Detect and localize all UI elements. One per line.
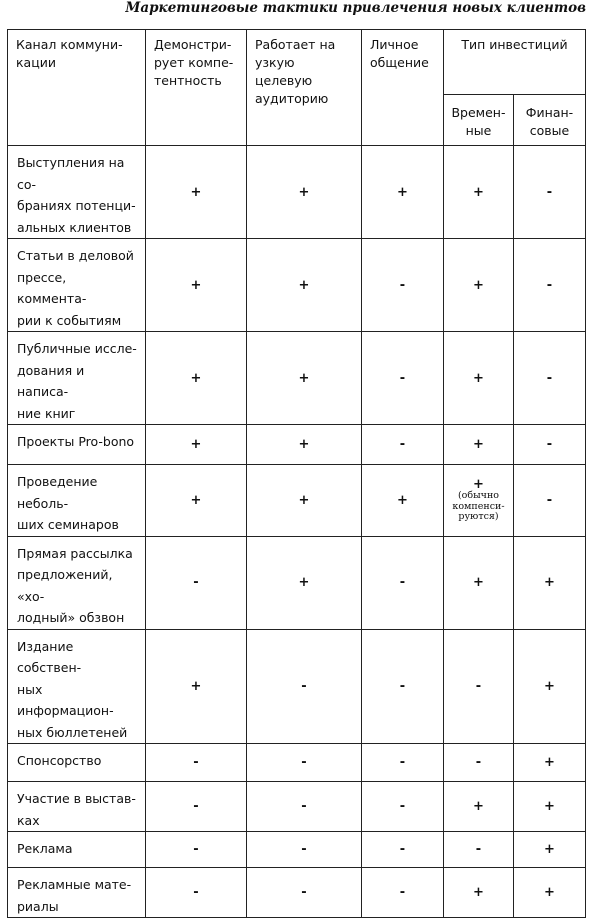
personal-mark-cell: - [362,832,444,868]
time-mark-cell: - [444,744,514,782]
finance-mark-cell: + [514,744,586,782]
channel-cell: Статьи в деловой прессе, коммента- рии к событиям [8,239,146,332]
personal-mark-cell: - [362,425,444,465]
time-mark-cell: + [444,146,514,239]
personal-mark-cell: - [362,239,444,332]
finance-mark-cell: + [514,832,586,868]
finance-mark-cell: + [514,629,586,744]
table-row [8,629,586,744]
personal-mark-cell: - [362,782,444,832]
personal-mark-cell: - [362,868,444,918]
finance-mark-cell: - [514,465,586,537]
channel-cell: Рекламные мате- риалы [8,868,146,918]
time-mark-cell [444,465,514,537]
finance-mark-cell: - [514,425,586,465]
table-row [8,146,586,239]
competence-mark-cell: + [146,425,247,465]
table-row [8,832,586,868]
time-mark-cell: + [444,425,514,465]
competence-mark-cell: + [146,239,247,332]
channel-cell: Выступления на со- браниях потенци- альных клиентов [8,146,146,239]
header-audience: Работает на узкую целевую аудиторию [247,30,362,146]
time-mark-cell: - [444,629,514,744]
header-investment-type: Тип инвестиций [444,30,586,95]
finance-mark-cell: + [514,782,586,832]
table-row [8,332,586,425]
table-row [8,465,586,537]
header-competence: Демонстри- рует компе- тентность [146,30,247,146]
audience-mark-cell: + [247,536,362,629]
audience-mark-cell: + [247,146,362,239]
competence-mark-cell: - [146,782,247,832]
competence-mark-cell: + [146,629,247,744]
table-row [8,744,586,782]
table-row [8,239,586,332]
personal-mark-cell: - [362,332,444,425]
channel-cell: Спонсорство [8,744,146,782]
personal-mark-cell: - [362,744,444,782]
time-mark: + [473,477,484,492]
competence-mark-cell: + [146,332,247,425]
time-mark-cell: + [444,868,514,918]
audience-mark-cell: + [247,465,362,537]
competence-mark-cell: - [146,832,247,868]
time-mark-cell: + [444,782,514,832]
personal-mark-cell: - [362,629,444,744]
audience-mark-cell: - [247,868,362,918]
audience-mark-cell: + [247,239,362,332]
audience-mark-cell: - [247,782,362,832]
table-row [8,536,586,629]
table-caption: Маркетинговые тактики привлечения новых клиентов [125,0,586,16]
channel-cell: Прямая рассылка предложений, «хо- лодный» обзвон [8,536,146,629]
channel-cell: Проведение неболь- ших семинаров [8,465,146,537]
channel-cell: Реклама [8,832,146,868]
table-row [8,425,586,465]
competence-mark-cell: - [146,744,247,782]
competence-mark-cell: - [146,868,247,918]
finance-mark-cell: - [514,146,586,239]
time-note: (обычно компенси- руются) [452,490,505,522]
personal-mark-cell: + [362,465,444,537]
audience-mark-cell: - [247,832,362,868]
finance-mark-cell: + [514,536,586,629]
header-personal: Личное общение [362,30,444,146]
table-row [8,868,586,918]
competence-mark-cell: - [146,536,247,629]
channel-cell: Участие в выстав- ках [8,782,146,832]
audience-mark-cell: - [247,744,362,782]
header-finance: Финан- совые [514,95,586,146]
personal-mark-cell: - [362,536,444,629]
time-mark-cell: + [444,332,514,425]
header-time: Времен- ные [444,95,514,146]
competence-mark-cell: + [146,146,247,239]
competence-mark-cell: + [146,465,247,537]
header-channel: Канал коммуни- кации [8,30,146,146]
channel-cell: Публичные иссле- дования и написа- ние книг [8,332,146,425]
audience-mark-cell: + [247,425,362,465]
time-mark-cell: - [444,832,514,868]
personal-mark-cell: + [362,146,444,239]
channel-cell: Проекты Pro-bono [8,425,146,465]
audience-mark-cell: + [247,332,362,425]
channel-cell: Издание собствен- ных информацион- ных бюллетеней [8,629,146,744]
finance-mark-cell: - [514,239,586,332]
marketing-tactics-table [7,29,586,918]
time-mark-cell: + [444,536,514,629]
finance-mark-cell: + [514,868,586,918]
time-mark-cell: + [444,239,514,332]
finance-mark-cell: - [514,332,586,425]
audience-mark-cell: - [247,629,362,744]
table-row [8,782,586,832]
